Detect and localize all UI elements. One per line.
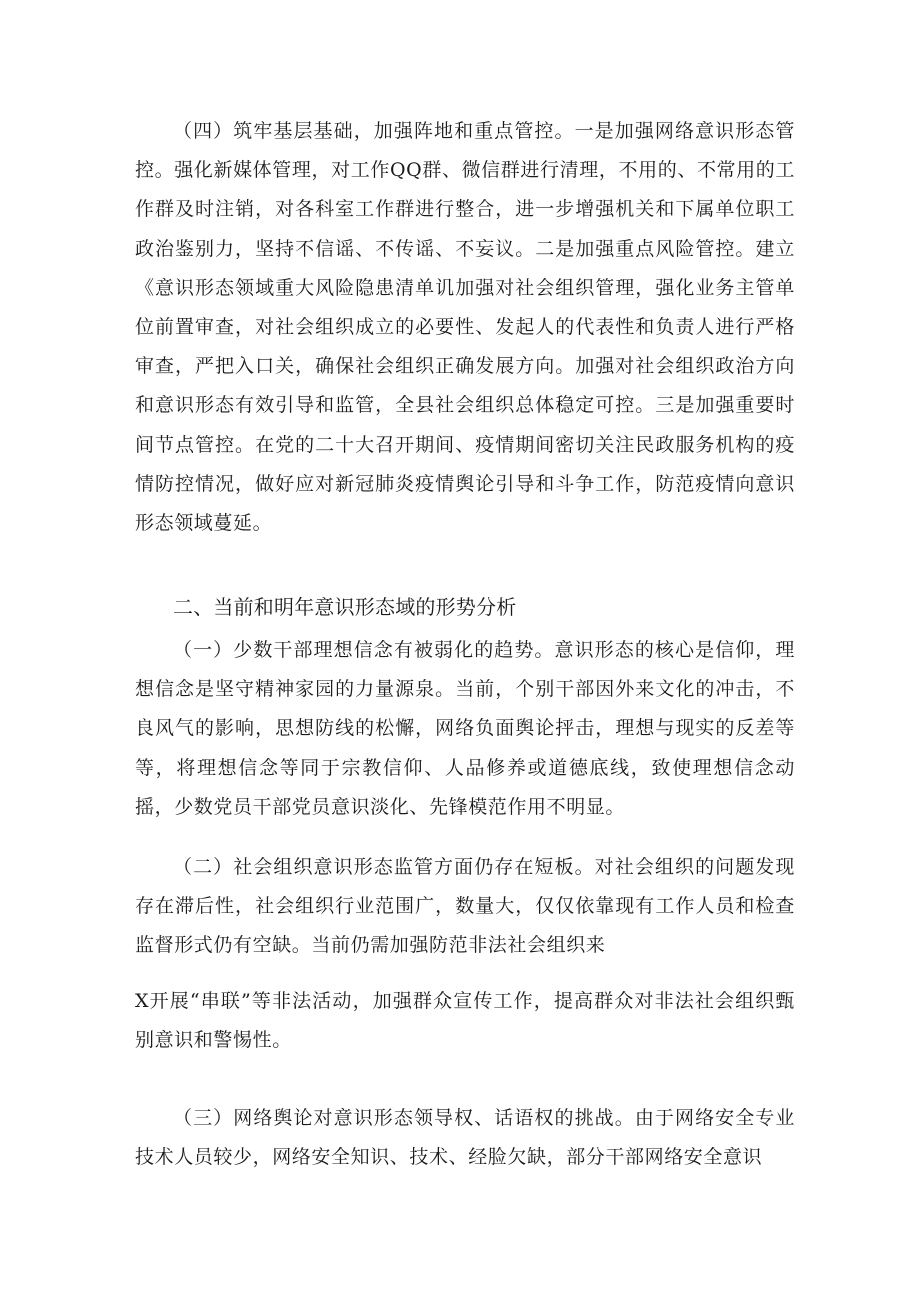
paragraph-illegal-activities: X开展“串联”等非法活动，加强群众宣传工作，提高群众对非法社会组织甄别意识和警惕性。 bbox=[135, 990, 795, 1052]
paragraph-grassroots-control: （四）筑牢基层基础，加强阵地和重点管控。一是加强网络意识形态管控。强化新媒体管理，对工作QQ群、微信群进行清理，不用的、不常用的工作群及时注销，对各科室工作群进行整合，进一步增强机关和下属单位职工政治鉴别力，坚持不信谣、不传谣、不妄议。二是加强重点风险管控。建立《意识形态领域重大风险隐患清单讥加强对社会组织管理，强化业务主管单位前置审查，对社会组织成立的必要性、发起人的代表性和负责人进行严格审查，严把入口关，确保社会组织正确发展方向。加强对社会组织政治方向和意识形态有效引导和监管，全县社会组织总体稳定可控。三是加强重要时间节点管控。在党的二十大召开期间、疫情期间密切关注民政服务机构的疫情防控情况，做好应对新冠肺炎疫情舆论引导和斗争工作，防范疫情向意识形态领域蔓延。 bbox=[135, 120, 795, 535]
paragraph-online-opinion-challenge: （三）网络舆论对意识形态领导权、话语权的挑战。由于网络安全专业技术人员较少，网络安全知识、技术、经脸欠缺，部分干部网络安全意识 bbox=[135, 1107, 795, 1169]
paragraph-ideals-weakening: （一）少数干部理想信念有被弱化的趋势。意识形态的核心是信仰，理想信念是坚守精神家园的力量源泉。当前，个别干部因外来文化的冲击，不良风气的影响，思想防线的松懈，网络负面舆论抨击，理想与现实的反差等等，将理想信念等同于宗教信仰、人品修养或道德底线，致使理想信念动摇，少数党员干部党员意识淡化、先锋模范作用不明显。 bbox=[135, 639, 795, 818]
paragraph-social-org-supervision: （二）社会组织意识形态监管方面仍存在短板。对社会组织的问题发现存在滞后性，社会组织行业范围广，数量大，仅仅依靠现有工作人员和检查监督形式仍有空缺。当前仍需加强防范非法社会组织来 bbox=[135, 856, 795, 957]
section-heading-situation-analysis: 二、当前和明年意识形态域的形势分析 bbox=[173, 595, 517, 619]
